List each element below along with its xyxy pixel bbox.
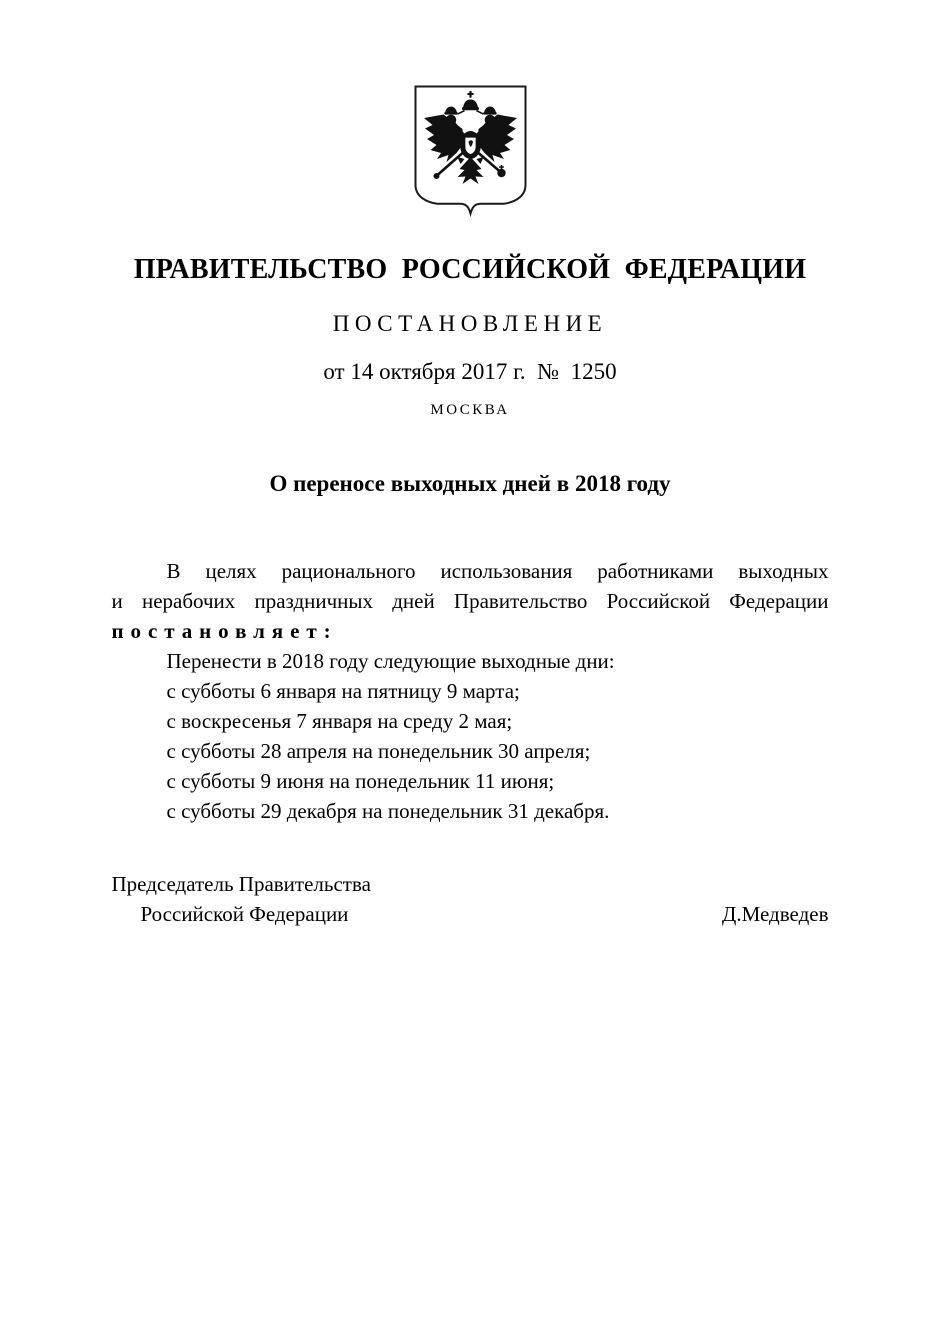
government-heading: ПРАВИТЕЛЬСТВО РОССИЙСКОЙ ФЕДЕРАЦИИ	[133, 254, 807, 285]
transfer-item: с субботы 6 января на пятницу 9 марта;	[166, 679, 520, 703]
transfer-item: с субботы 9 июня на понедельник 11 июня;	[166, 769, 555, 793]
signer-name: Д.Медведев	[722, 902, 829, 926]
resolves-keyword: постановляет:	[111, 619, 338, 643]
signer-title-line-2-row	[112, 899, 829, 929]
intro-paragraph-line-2: и нерабочих праздничных дней Правительство Российской Федерации	[111, 589, 829, 613]
signer-title-line-2: Российской Федерации	[140, 902, 349, 926]
transfer-item: с воскресенья 7 января на среду 2 мая;	[166, 709, 513, 733]
city-label: МОСКВА	[430, 402, 510, 418]
document-body	[112, 556, 829, 826]
transfer-item: с субботы 28 апреля на понедельник 30 апреля;	[166, 739, 591, 763]
signature-block	[112, 869, 829, 929]
date-and-number-line: от 14 октября 2017 г. № 1250	[323, 359, 617, 384]
document-type-heading: ПОСТАНОВЛЕНИЕ	[332, 311, 608, 336]
intro-paragraph-line-1: В целях рационального использования работниками выходных	[166, 559, 829, 583]
emblem-frame	[414, 85, 527, 217]
signer-title-line-1: Председатель Правительства	[111, 872, 371, 896]
transfer-item: с субботы 29 декабря на понедельник 31 декабря.	[166, 799, 610, 823]
document-title: О переносе выходных дней в 2018 году	[269, 471, 671, 496]
list-intro-line: Перенести в 2018 году следующие выходные дни:	[166, 649, 615, 673]
coat-of-arms-icon	[414, 85, 527, 217]
